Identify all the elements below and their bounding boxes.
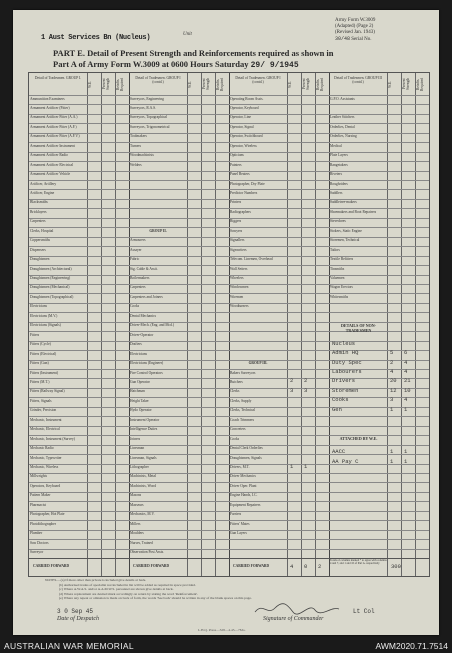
typed-value: 2 — [304, 377, 308, 385]
row-label: Armament Artificer Radio — [30, 153, 68, 158]
subcolumn-header: Present Strength — [402, 77, 410, 91]
row-label: Fitters (Railway Signal) — [30, 389, 65, 394]
signature-scrawl — [253, 600, 343, 618]
row-label: Draughtsmen (Engineering) — [30, 276, 71, 281]
row-label: Operator, Signal — [230, 124, 254, 129]
row-line — [229, 331, 329, 332]
row-label: Fitters (Instrument) — [30, 370, 59, 375]
row-label: Roughriders — [330, 181, 348, 186]
date-label: Date of Despatch — [57, 616, 99, 622]
note-line: (b) Authorised trades of specialist not included in list will be added as required in space provided. — [59, 582, 196, 587]
non-tradesmen-value: 3 — [390, 396, 394, 404]
row-label: Toolmakers — [130, 134, 147, 139]
row-label: Woodturners — [230, 304, 249, 309]
unit-stamp: 1 Aust Services Bn (Nucleus) — [41, 34, 151, 42]
row-line — [129, 199, 229, 200]
row-line — [129, 218, 229, 219]
row-label: Fitters, Signals — [30, 398, 52, 403]
non-tradesmen-value: 4 — [404, 358, 408, 366]
note-line: NOTES.—(a) If more other than private is included give details at back. — [45, 578, 147, 582]
row-label: Fitters (Electrical) — [30, 351, 57, 356]
row-label: Coach Trimmers — [230, 417, 255, 422]
row-label: Shoemakers and Boot Repairers — [330, 209, 377, 214]
row-label: Saddlers — [330, 190, 343, 195]
row-label: Engine Hands, I.C. — [230, 493, 258, 498]
row-label: Driver Mechanics — [230, 474, 256, 479]
row-label: Armament Artificer Fitter (A.F.) — [30, 124, 77, 129]
row-label: Assayer — [130, 247, 142, 252]
row-label: Machinists, Wood — [130, 483, 156, 488]
row-label: Bricklayers — [30, 209, 47, 214]
row-label: Photographer, Dry Plate — [230, 181, 265, 186]
row-label: Linesman, Signals — [130, 455, 157, 460]
signature-label: Signature of Commander — [263, 616, 324, 622]
title-date-suffix: 5 — [293, 61, 299, 70]
row-line — [329, 445, 429, 446]
row-line — [329, 416, 429, 417]
non-tradesmen-value: 5 — [390, 349, 394, 357]
row-label: Armourers — [130, 238, 146, 243]
title-date: 29/ 9/194 — [250, 61, 294, 70]
row-label: Plate Layers — [330, 153, 348, 158]
row-label: Valuemen — [330, 276, 345, 281]
row-line — [129, 208, 229, 209]
row-label: Signwriters — [230, 247, 247, 252]
row-label: Drivers, M.T. — [230, 465, 250, 469]
row-label: Hatchman — [130, 389, 145, 394]
row-label: Operator, Wireless — [230, 143, 257, 148]
subcolumn-header: W.E. — [288, 80, 292, 88]
row-label: Saw Doctors — [30, 540, 49, 545]
row-label: Mechanic, Wireless — [30, 465, 59, 469]
row-label: Artificer, Engine — [30, 190, 55, 195]
carried-forward-label: CARRIED FORWARD — [233, 564, 270, 568]
row-label: Tailors — [330, 247, 340, 252]
typed-value: 3 — [304, 386, 308, 394]
row-label: Medical — [330, 143, 342, 148]
row-label: Machinists, Metal — [130, 474, 156, 479]
non-tradesmen-label: Duty Spec — [332, 358, 362, 366]
row-label: Carpenters — [30, 219, 46, 224]
non-tradesmen-label: Storemen — [332, 386, 359, 394]
note-line: (e) Where any repeat or omission is made on back of form, the words 'See back' should be written in any of the blank spaces on this page. — [59, 596, 252, 601]
attached-value: 1 — [390, 448, 394, 456]
row-label: Mechanic, Instrument — [30, 417, 62, 422]
row-label: Surveyor — [30, 550, 44, 555]
strength-table — [28, 72, 430, 577]
attached-value: 1 — [390, 457, 394, 465]
row-label: Hydo Operator — [130, 408, 152, 413]
row-label: Clerks, Technical — [230, 408, 256, 413]
row-label: Plumber — [30, 531, 43, 536]
row-label: Fire Control Operators — [130, 370, 163, 375]
row-label: Printers — [230, 200, 242, 205]
row-label: Dental Mechanics — [130, 313, 157, 318]
row-line — [329, 482, 429, 483]
row-label: Drafters — [130, 342, 142, 347]
row-label: Lithographer — [130, 465, 149, 469]
row-line — [129, 180, 229, 181]
non-tradesmen-value: 4 — [390, 368, 394, 376]
subcolumn-header: Reinfts. Required — [316, 77, 324, 91]
subcolumn-header: Present Strength — [202, 77, 210, 91]
non-tradesmen-value: 1 — [404, 405, 408, 413]
row-label: Fitters' Mates — [230, 521, 250, 526]
subcolumn-header: Reinfts. Required — [216, 77, 224, 91]
serial-label: Serial No. — [351, 37, 372, 42]
row-label: Operator, Keyboard — [230, 105, 259, 110]
row-label: Clerks, Hospital — [30, 228, 54, 233]
row-line — [329, 303, 429, 304]
row-label: Clerks — [230, 389, 240, 394]
typed-value: 1 — [290, 462, 294, 470]
row-label: Boilermakers — [130, 276, 150, 281]
row-label: GROUP II. — [149, 228, 167, 233]
row-line — [229, 341, 329, 342]
row-label: Millwrights — [30, 474, 47, 479]
row-label: Windowmen — [230, 285, 249, 290]
row-label: Draughtsmen (Architectural) — [30, 266, 72, 271]
row-label: Armament Artificer Fitter (A.F.V.) — [30, 134, 80, 139]
row-line — [329, 312, 429, 313]
row-label: Mechanic Radio — [30, 446, 54, 451]
note-line: (d) Where replacement are desired mark accordingly on return by stating the word 'Reinforcement'. — [59, 591, 199, 596]
non-tradesmen-label: Admin HQ — [332, 349, 359, 357]
attached-value: 1 — [404, 448, 408, 456]
row-label: Saddletree-makers — [330, 200, 357, 205]
row-label: Orderlies, Dental — [330, 124, 355, 129]
typed-value: 1 — [304, 462, 308, 470]
row-label: Electricians (M.V.) — [30, 313, 58, 318]
attached-value: 1 — [404, 457, 408, 465]
date-typed: 3 0 Sep 45 — [57, 608, 94, 615]
title-line-2: Part A of Army Form W.3009 at 0600 Hours Saturday — [53, 59, 249, 69]
row-label: GROUP III. — [248, 361, 268, 366]
row-label: Wiremen — [230, 294, 244, 299]
row-label: Fitters (Gun) — [30, 361, 49, 366]
column-header: Detail of Tradesmen. GROUP I. — [34, 76, 82, 80]
row-label: Telecom. Linemen, Overhead — [230, 257, 273, 262]
row-label: Height Taker — [130, 398, 149, 403]
row-label: Gun Layers — [230, 531, 247, 536]
row-label: Blacksmiths — [30, 200, 48, 205]
column-header: Detail of Tradesmen. GROUP I (contd.) — [235, 76, 281, 84]
row-label: Draughtsmen — [30, 257, 50, 262]
row-label: Armament Artificer Instrument — [30, 143, 75, 148]
non-tradesmen-value: 4 — [404, 396, 408, 404]
note-line: (c) Where A.W.A.S. and/or A.A.M.W.S. personnel are shown give details at back. — [59, 587, 174, 592]
row-label: Armament Artificer Fitter (A.A.) — [30, 115, 78, 120]
row-label: Operating Room Assts. — [230, 96, 264, 101]
row-label: Orderlies, Nursing — [330, 134, 357, 139]
non-tradesmen-value: 12 — [390, 386, 397, 394]
row-label: Fitters (Cycle) — [30, 342, 51, 347]
row-label: Stevedores — [330, 219, 346, 224]
row-label: Moulders — [130, 531, 144, 536]
carried-forward-label: CARRIED FORWARD — [133, 564, 170, 568]
form-sheet — [13, 10, 439, 635]
row-label: Nurses, Trained — [130, 540, 153, 545]
row-line — [129, 171, 229, 172]
row-label: Butchers — [230, 379, 243, 384]
row-label: Welders — [130, 162, 142, 167]
row-line — [229, 549, 329, 550]
row-label: Wagon Erectors — [330, 285, 353, 290]
row-label: Carpenters — [130, 285, 146, 290]
non-tradesmen-value: 2 — [390, 358, 394, 366]
subcolumn-header: Reinfts. Required — [416, 77, 424, 91]
subcolumn-header: W.E. — [188, 80, 192, 88]
form-number-line: (Revised Jan. 1943) — [335, 30, 375, 35]
row-label: Predictor Numbers — [230, 190, 258, 195]
row-line — [229, 350, 329, 351]
subcolumn-header: W.E. — [88, 80, 92, 88]
row-line — [329, 520, 429, 521]
row-label: Riveters — [330, 172, 342, 177]
row-label: Electricians (Engineer) — [130, 361, 164, 366]
row-label: Mechanic, Typewriter — [30, 455, 62, 460]
row-label: Signallers — [230, 238, 245, 243]
row-label: Armament Artificer (Fitter) — [30, 105, 70, 110]
row-line — [329, 549, 429, 550]
row-label: Surveyors, Topographical — [130, 115, 168, 120]
row-label: Artificer, Artillery — [30, 181, 57, 186]
row-label: Pharmacist — [30, 502, 46, 507]
row-label: Joiners — [130, 436, 141, 441]
non-tradesmen-heading: DETAILS OF NON-TRADESMEN — [341, 322, 376, 333]
row-label: Armament Artificer Vehicle — [30, 172, 71, 177]
attached-label: AA Pay C — [332, 457, 359, 465]
row-line — [329, 473, 429, 474]
row-label: Ammunition Examiners — [30, 96, 65, 101]
row-label: Grinder, Precision — [30, 408, 57, 413]
non-tradesmen-label: Cooks — [332, 396, 349, 404]
carried-forward-total: 300 — [391, 563, 401, 570]
row-label: Mechanic, Instrument (Survey) — [30, 436, 76, 441]
form-number-line: (Adapted) (Page 2) — [335, 24, 374, 29]
non-tradesmen-value: 1 — [390, 405, 394, 413]
row-label: Equipment Repairers — [230, 502, 261, 507]
row-line — [329, 530, 429, 531]
row-line — [229, 312, 329, 313]
row-label: Driver-Operator — [130, 332, 154, 337]
typed-value: 2 — [290, 377, 294, 385]
non-tradesmen-label: Labourers — [332, 368, 362, 376]
carried-forward-value: 4 — [290, 563, 294, 570]
row-label: Photographer, Hot Plate — [30, 512, 65, 517]
row-label: Millers — [130, 521, 141, 526]
row-label: Whitesmiths — [330, 294, 349, 299]
carried-forward-value: 2 — [318, 563, 322, 570]
row-label: Draughtsmen (Topographical) — [30, 294, 74, 299]
subcolumn-header: Present Strength — [102, 77, 110, 91]
row-label: Cooks — [230, 436, 240, 441]
row-label: Concreters — [230, 427, 246, 432]
carried-forward-label: CARRIED FORWARD — [33, 564, 70, 568]
row-label: Painters — [230, 162, 242, 167]
row-label: Surveyors, Engineering — [130, 96, 164, 101]
row-label: Fitters (M.T.) — [30, 379, 50, 384]
typed-value: 3 — [290, 386, 294, 394]
notes-block — [45, 578, 425, 601]
print-code: L.H.Q. Press—328—4.45—7Mo. — [198, 628, 246, 632]
row-label: Coppersmiths — [30, 238, 50, 243]
row-label: Electricians — [130, 351, 147, 356]
row-label: Cooks — [130, 304, 140, 309]
row-label: Riggers — [230, 219, 242, 224]
row-label: Draughtsmen (Mechanical) — [30, 285, 70, 290]
non-tradesmen-value: 4 — [404, 368, 408, 376]
row-label: Opticians — [230, 153, 244, 158]
signature-rank: Lt Col — [353, 608, 375, 615]
row-label: Masseurs — [130, 502, 144, 507]
row-label: Bakers Surveyors — [230, 370, 256, 375]
row-line — [329, 501, 429, 502]
row-label: Fabric — [130, 257, 140, 262]
row-label: Textile Refitters — [330, 257, 354, 262]
column-header: Detail of Tradesmen. GROUP III (contd.) — [334, 76, 382, 84]
row-label: Stokers, Static Engine — [330, 228, 362, 233]
row-label: Photolithographer — [30, 521, 56, 526]
subcolumn-header: Reinfts. Required — [116, 77, 124, 91]
row-label: Electricians — [30, 304, 47, 309]
row-line — [329, 539, 429, 540]
row-label: Operator, Line — [230, 115, 252, 120]
row-label: Observation Post Assts. — [130, 550, 165, 555]
row-label: Clerks, Supply — [230, 398, 252, 403]
non-tradesmen-label: Drivers — [332, 377, 356, 385]
row-label: Fitters — [30, 332, 40, 337]
row-label: Farriers — [230, 512, 242, 517]
row-line — [329, 407, 429, 408]
row-label: Tinsmiths — [330, 266, 345, 271]
serial-typed: 30/48 — [335, 36, 351, 42]
row-label: Mechanic, Electrical — [30, 427, 60, 432]
row-label: Rangetakers — [330, 162, 348, 167]
row-label: Operator, Switchboard — [230, 134, 263, 139]
row-label: Gun Operator — [130, 379, 150, 384]
attached-label: AACC — [332, 448, 346, 456]
subcolumn-header: W.E. — [388, 80, 392, 88]
form-number-line: Army Form W.3009 — [335, 18, 376, 23]
non-tradesmen-value: 21 — [404, 377, 411, 385]
row-label: Instrument Operator — [130, 417, 160, 422]
row-label: Wheelers — [230, 276, 244, 281]
row-label: Intelligence Duties — [130, 427, 158, 432]
column-header: Detail of Tradesmen. GROUP I (contd.) — [135, 76, 181, 84]
carried-forward-value: 0 — [304, 563, 308, 570]
row-line — [329, 492, 429, 493]
non-tradesmen-value: 10 — [404, 386, 411, 394]
row-label: Sawyers — [230, 228, 243, 233]
row-label: Radiographers — [230, 209, 251, 214]
row-label: Sig. Cable & Assit. — [130, 266, 158, 271]
row-label: Operators, Keyboard — [30, 483, 61, 488]
row-label: Storemen, Technical — [330, 238, 360, 243]
row-label: Mechanics, M.V. — [130, 512, 155, 517]
non-tradesmen-value: 20 — [390, 377, 397, 385]
row-label: Leather Stitchers — [330, 115, 355, 120]
row-label: Dental Clerk Orderlies — [230, 446, 263, 451]
row-line — [329, 426, 429, 427]
row-label: Pattern Maker — [30, 493, 51, 498]
subcolumn-header: Present Strength — [302, 77, 310, 91]
caption-accession: AWM2020.71.7514 — [375, 641, 448, 651]
row-label: Dispensers — [30, 247, 46, 252]
unit-label: Unit — [183, 32, 192, 37]
row-label: Draughtsmen, Signals — [230, 455, 262, 460]
form-number-block — [335, 18, 375, 43]
row-label: Driver Oper. Plant — [230, 483, 257, 488]
row-label: Turners — [130, 143, 142, 148]
row-line — [229, 539, 329, 540]
page-title — [53, 48, 423, 71]
row-label: Panel Beaters — [230, 172, 250, 177]
non-tradesmen-value: 6 — [404, 349, 408, 357]
row-label: Armament Artificer Electrical — [30, 162, 74, 167]
row-label: Wall Setters — [230, 266, 248, 271]
row-line — [329, 511, 429, 512]
row-label: Electricians (Signals) — [30, 323, 61, 328]
row-line — [329, 104, 429, 105]
totals-note: Totals of columns marked * to agree with columns 4 and 7, and 1 and 10 of Part A. respectively — [330, 559, 387, 566]
row-label: Linesman — [130, 446, 145, 451]
row-label: G.P.O. Assistants — [330, 96, 355, 101]
non-tradesmen-label: Gen — [332, 405, 342, 413]
row-line — [129, 189, 229, 190]
non-tradesmen-label: Nucleus — [332, 339, 356, 347]
row-label: Carpenters and Joiners — [130, 294, 163, 299]
row-label: Surveyors, R.A.S. — [130, 105, 157, 110]
row-label: Surveyors, Trigonometrical — [130, 124, 170, 129]
caption-institution: AUSTRALIAN WAR MEMORIAL — [4, 641, 134, 651]
row-label: Driver-Mech. (Eng. and Mcd.) — [130, 323, 175, 328]
attached-heading: ATTACHED BY W.E. — [339, 436, 378, 442]
row-label: Masons — [130, 493, 142, 498]
row-label: Woodmachinists — [130, 153, 154, 158]
title-line-1: PART E. Detail of Present Strength and Reinforcements required as shown in — [53, 48, 334, 58]
row-line — [229, 322, 329, 323]
